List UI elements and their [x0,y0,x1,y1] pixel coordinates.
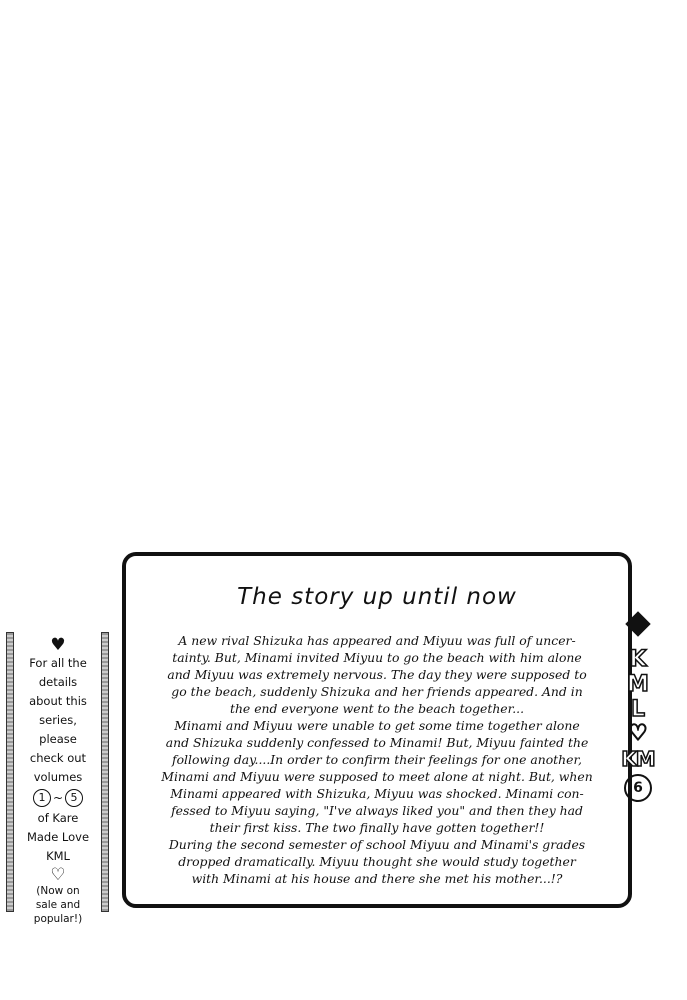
side-note-line: of Kare [37,811,79,825]
outline-heart-icon: ♡ [50,865,66,885]
story-line: fessed to Miyuu saying, "I've always liked you" and then they had [171,803,583,818]
diamond-icon [625,611,650,636]
side-note-line: For all the [29,656,87,670]
mark-letter: L [630,697,646,722]
side-note-line: series, [39,713,77,727]
side-note-aside: (Now on [36,885,80,897]
story-line: and Miyuu was extremely nervous. The day they were supposed to [167,667,587,682]
story-box [122,552,632,908]
story-line: the end everyone went to the beach together... [229,701,525,716]
side-note-line: please [39,732,77,746]
side-note-line: Made Love [26,830,90,844]
volume-end: 5 [65,789,83,807]
story-line: Minami appeared with Shizuka, Miyuu was shocked. Minami con- [170,786,584,801]
story-line: go the beach, suddenly Shizuka and her friends appeared. And in [171,684,583,699]
story-line: Minami and Miyuu were unable to get some time together alone [174,718,580,733]
side-note-line: about this [29,694,87,708]
heart-icon: ♡ [628,721,648,746]
side-note [14,636,102,926]
side-note-line: check out [29,751,87,765]
story-line: During the second semester of school Miyuu and Minami's grades [168,837,586,852]
story-line: with Minami at his house and there she met his mother...!? [191,871,563,886]
story-line: their first kiss. The two finally have gotten together!! [209,820,545,835]
range-dash: ~ [52,790,64,805]
story-line: and Shizuka suddenly confessed to Minami! But, Miyuu fainted the [165,735,589,750]
story-line: A new rival Shizuka has appeared and Miyuu was full of uncer- [178,633,576,648]
side-note-line: KML [46,849,70,863]
side-note-line: details [38,675,78,689]
story-line: dropped dramatically. Miyuu thought she would study together [178,854,576,869]
side-note-line: volumes [33,770,83,784]
series-mark [618,612,658,802]
volume-badge: 6 [624,774,652,802]
story-body [138,632,616,887]
story-line: tainty. But, Minami invited Miyuu to go the beach with him alone [172,650,582,665]
heart-icon: ♥ [50,635,66,655]
side-note-aside: popular!) [33,913,83,925]
volume-start: 1 [33,789,51,807]
story-line: following day....In order to confirm their feelings for one another, [172,752,582,767]
story-title: The story up until now [237,584,517,610]
mark-km: KM [621,747,655,771]
right-border-bar [101,632,109,912]
mark-letter: K [629,647,647,672]
side-note-aside: sale and [35,899,81,911]
story-line: Minami and Miyuu were supposed to meet alone at night. But, when [161,769,593,784]
left-border-bar [6,632,14,912]
volume-range [14,787,102,809]
mark-letter: M [627,672,649,697]
